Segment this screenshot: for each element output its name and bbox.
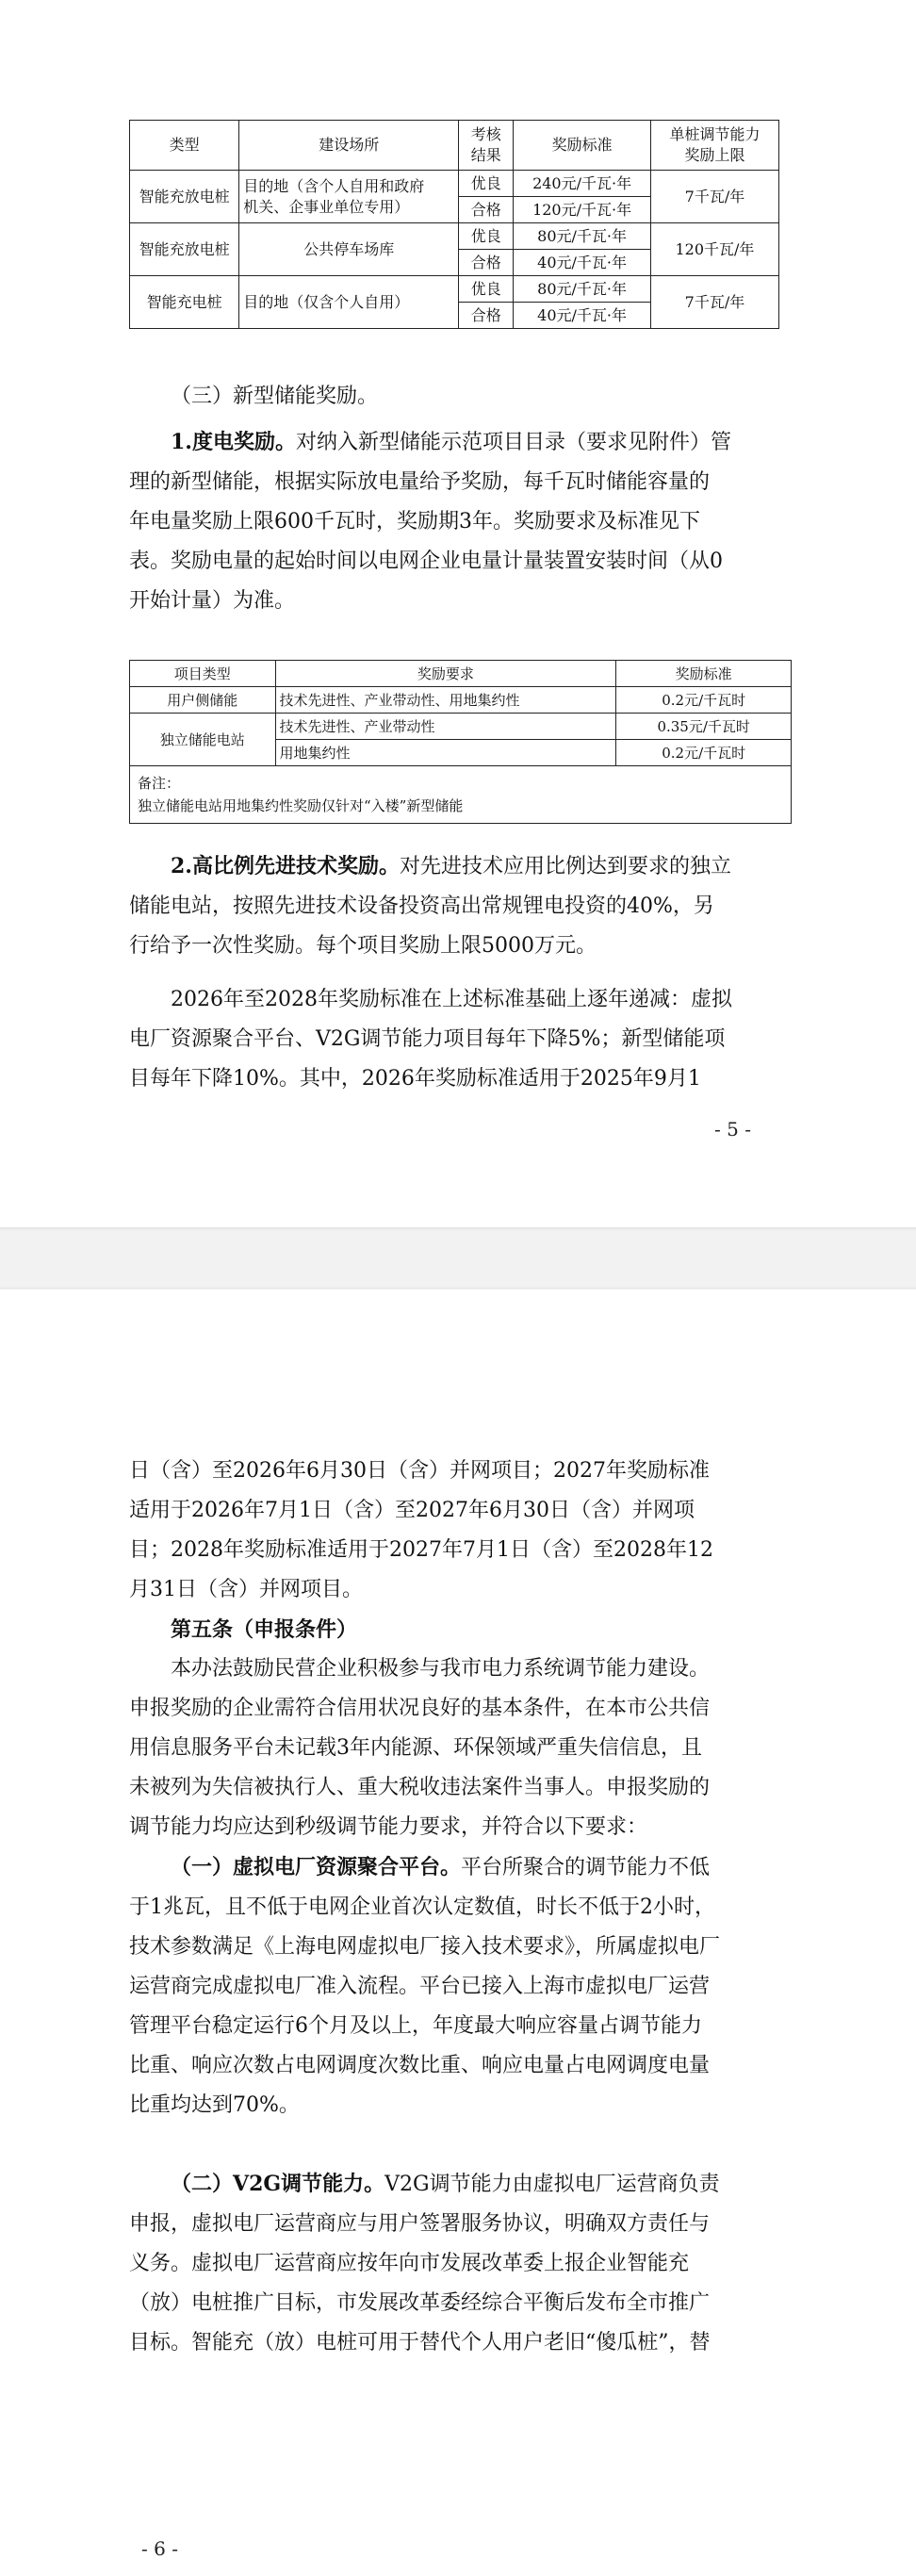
paragraph-vpp-platform xyxy=(129,1847,789,2125)
section-3-title: （三）新型储能奖励。 xyxy=(171,385,379,408)
para-line: 目标。智能充（放）电桩可用于替代个人用户老旧“傻瓜桩”，替 xyxy=(129,2331,711,2354)
paragraph-continuation xyxy=(129,1452,789,1610)
cell-standard: 80元/千瓦·年 xyxy=(514,276,651,303)
paragraph-kwh-reward xyxy=(129,422,789,621)
para-line: 电厂资源聚合平台、V2G调节能力项目每年下降5%；新型储能项 xyxy=(129,1027,726,1051)
cell-type: 智能充电桩 xyxy=(130,276,239,329)
para-line: 储能电站，按照先进技术设备投资高出常规锂电投资的40%，另 xyxy=(129,894,714,918)
cell-standard: 0.2元/千瓦时 xyxy=(616,740,792,766)
note-label: 备注： xyxy=(138,775,181,792)
para-line xyxy=(129,1847,789,1888)
para-line: 技术参数满足《上海电网虚拟电厂接入技术要求》，所属虚拟电厂 xyxy=(129,1935,721,1959)
cell-site-line2: 机关、企事业单位专用） xyxy=(243,197,410,216)
separator-shadow-top xyxy=(0,1227,916,1231)
cell-requirement: 技术先进性、产业带动性、用地集约性 xyxy=(275,687,616,714)
para-line: 适用于2026年7月1日（含）至2027年6月30日（含）并网项 xyxy=(129,1499,695,1522)
para-text: 对先进技术应用比例达到要求的独立 xyxy=(399,855,731,878)
article-5-title: 第五条（申报条件） xyxy=(171,1617,358,1642)
para-line xyxy=(129,422,789,463)
cell-site: 目的地（仅含个人自用） xyxy=(239,276,459,329)
paragraph-v2g xyxy=(129,2164,789,2363)
header-site: 建设场所 xyxy=(239,121,459,171)
cell-type: 独立储能电站 xyxy=(130,714,276,766)
section-heading-storage xyxy=(129,377,789,417)
para-line xyxy=(129,2164,789,2205)
cell-cap: 7千瓦/年 xyxy=(650,171,778,223)
header-result-line1: 考核 xyxy=(470,125,501,143)
paragraph-advanced-tech xyxy=(129,846,789,966)
para-line: 日（含）至2026年6月30日（含）并网项目；2027年奖励标准 xyxy=(129,1459,710,1483)
header-result-line2: 结果 xyxy=(470,146,501,164)
header-standard: 奖励标准 xyxy=(514,121,651,171)
cell-standard: 240元/千瓦·年 xyxy=(514,171,651,197)
para-line: 未被列为失信被执行人、重大税收违法案件当事人。申报奖励的 xyxy=(129,1776,711,1799)
header-project-type: 项目类型 xyxy=(130,661,276,687)
cell-type: 智能充放电桩 xyxy=(130,171,239,223)
para-text: 平台所聚合的调节能力不低 xyxy=(461,1856,711,1879)
para-line: 申报奖励的企业需符合信用状况良好的基本条件，在本市公共信 xyxy=(129,1697,711,1720)
charging-pile-reward-table xyxy=(129,120,779,329)
cell-result: 优良 xyxy=(459,223,514,250)
header-cap-line2: 奖励上限 xyxy=(684,146,745,164)
table-row xyxy=(130,276,779,303)
cell-result: 合格 xyxy=(459,303,514,329)
cell-site xyxy=(239,171,459,223)
para-line: 申报，虚拟电厂运营商应与用户签署服务协议，明确双方责任与 xyxy=(129,2212,711,2236)
para-text: V2G调节能力由虚拟电厂运营商负责 xyxy=(384,2173,720,2196)
cell-result: 合格 xyxy=(459,197,514,223)
cell-site-line1: 目的地（含个人自用和政府 xyxy=(243,176,425,195)
para-line: 目每年下降10%。其中，2026年奖励标准适用于2025年9月1 xyxy=(129,1067,701,1091)
document-page-6 xyxy=(0,1289,916,2576)
page-number-5: - 5 - xyxy=(714,1118,751,1140)
para-line: 用信息服务平台未记载3年内能源、环保领域严重失信信息，且 xyxy=(129,1736,702,1760)
cell-standard: 0.2元/千瓦时 xyxy=(616,687,792,714)
cell-type: 用户侧储能 xyxy=(130,687,276,714)
table-row xyxy=(130,223,779,250)
header-requirement: 奖励要求 xyxy=(275,661,616,687)
table-header-row xyxy=(130,121,779,171)
para-line: 2026年至2028年奖励标准在上述标准基础上逐年递减：虚拟 xyxy=(171,988,732,1011)
storage-reward-table xyxy=(129,660,792,824)
cell-cap: 120千瓦/年 xyxy=(650,223,778,276)
cell-standard: 40元/千瓦·年 xyxy=(514,250,651,276)
para-line: 义务。虚拟电厂运营商应按年向市发展改革委上报企业智能充 xyxy=(129,2252,690,2275)
table-note-row xyxy=(130,766,792,824)
cell-site: 公共停车场库 xyxy=(239,223,459,276)
paragraph-decline xyxy=(129,980,789,1099)
header-cap xyxy=(650,121,778,171)
cell-result: 合格 xyxy=(459,250,514,276)
header-cap-line1: 单桩调节能力 xyxy=(669,125,761,143)
cell-cap: 7千瓦/年 xyxy=(650,276,778,329)
para-line: 年电量奖励上限600千瓦时，奖励期3年。奖励要求及标准见下 xyxy=(129,510,700,533)
page-separator xyxy=(0,1227,916,1289)
cell-result: 优良 xyxy=(459,276,514,303)
para-line: 管理平台稳定运行6个月及以上，年度最大响应容量占调节能力 xyxy=(129,2014,702,2038)
para-line: 开始计量）为准。 xyxy=(129,589,296,613)
table-row xyxy=(130,714,792,740)
para-line: 月31日（含）并网项目。 xyxy=(129,1578,363,1601)
note-text: 独立储能电站用地集约性奖励仅针对“入楼”新型储能 xyxy=(138,797,464,814)
cell-standard: 120元/千瓦·年 xyxy=(514,197,651,223)
para-line: 本办法鼓励民营企业积极参与我市电力系统调节能力建设。 xyxy=(171,1657,711,1681)
para-line xyxy=(129,846,789,887)
para-line: 运营商完成虚拟电厂准入流程。平台已接入上海市虚拟电厂运营 xyxy=(129,1975,711,1998)
header-standard: 奖励标准 xyxy=(616,661,792,687)
cell-type: 智能充放电桩 xyxy=(130,223,239,276)
para-line: 目；2028年奖励标准适用于2027年7月1日（含）至2028年12 xyxy=(129,1538,713,1562)
para-line: 行给予一次性奖励。每个项目奖励上限5000万元。 xyxy=(129,934,597,958)
header-type: 类型 xyxy=(130,121,239,171)
para-lead-vpp: （一）虚拟电厂资源聚合平台。 xyxy=(171,1855,462,1879)
table-header-row xyxy=(130,661,792,687)
para-line: 于1兆瓦，且不低于电网企业首次认定数值，时长不低于2小时， xyxy=(129,1895,715,1919)
para-text: 对纳入新型储能示范项目目录（要求见附件）管 xyxy=(295,431,731,454)
document-page-5 xyxy=(0,0,916,1227)
para-line: （放）电桩推广目标，市发展改革委经综合平衡后发布全市推广 xyxy=(129,2291,711,2315)
para-line: 理的新型储能，根据实际放电量给予奖励，每千瓦时储能容量的 xyxy=(129,470,711,494)
table-row xyxy=(130,171,779,197)
cell-standard: 40元/千瓦·年 xyxy=(514,303,651,329)
paragraph-conditions xyxy=(129,1649,789,1847)
cell-result: 优良 xyxy=(459,171,514,197)
para-lead-kwh: 1.度电奖励。 xyxy=(171,430,296,454)
para-lead-advanced: 2.高比例先进技术奖励。 xyxy=(171,854,400,878)
table-row xyxy=(130,687,792,714)
para-lead-v2g: （二）V2G调节能力。 xyxy=(171,2172,385,2196)
para-line: 比重均达到70%。 xyxy=(129,2093,300,2117)
cell-standard: 80元/千瓦·年 xyxy=(514,223,651,250)
para-line: 表。奖励电量的起始时间以电网企业电量计量装置安装时间（从0 xyxy=(129,550,723,573)
page-number-6: - 6 - xyxy=(141,2537,178,2560)
table-note xyxy=(130,766,792,824)
cell-requirement: 技术先进性、产业带动性 xyxy=(275,714,616,740)
para-line: 调节能力均应达到秒级调节能力要求，并符合以下要求： xyxy=(129,1815,648,1839)
cell-standard: 0.35元/千瓦时 xyxy=(616,714,792,740)
para-line: 比重、响应次数占电网调度次数比重、响应电量占电网调度电量 xyxy=(129,2054,711,2077)
cell-requirement: 用地集约性 xyxy=(275,740,616,766)
header-result xyxy=(459,121,514,171)
article-5-heading xyxy=(129,1610,789,1649)
